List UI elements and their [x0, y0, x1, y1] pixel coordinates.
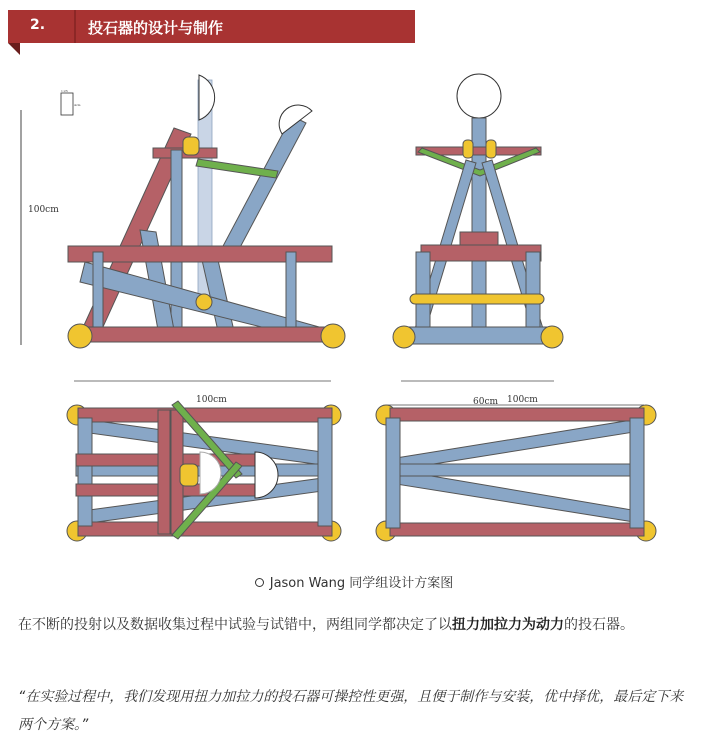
paragraph-bold-text: 扭力加拉力为动力	[452, 617, 564, 633]
bottom-view-width-label: 100cm	[507, 395, 538, 405]
figure-caption	[0, 572, 708, 591]
catapult-design-drawings	[0, 60, 708, 560]
bottom-view-drawing	[376, 405, 656, 541]
height-dimension-label: 100cm	[28, 205, 59, 215]
header-fold	[8, 43, 20, 55]
bottom-view-depth-label: 60cm	[473, 397, 499, 407]
paragraph-text-2: 的投石器。	[564, 617, 634, 633]
caption-bullet-icon	[255, 578, 264, 587]
header-divider	[74, 10, 76, 43]
top-view-width-label: 100cm	[196, 395, 227, 405]
side-view-drawing	[21, 75, 345, 381]
top-view-drawing	[67, 401, 341, 541]
section-header	[8, 10, 415, 43]
front-view-drawing	[393, 74, 563, 381]
paragraph-text-1: 在不断的投射以及数据收集过程中试验与试错中，两组同学都决定了以	[18, 617, 452, 633]
section-number: 2.	[30, 17, 46, 33]
body-paragraph	[18, 612, 690, 639]
caption-text: Jason Wang 同学组设计方案图	[269, 576, 454, 591]
scale-icon-label-top: 1:25	[61, 89, 68, 93]
scale-icon-label-side: 4cm	[74, 103, 81, 107]
section-title: 投石器的设计与制作	[88, 19, 224, 37]
quote-paragraph: “在实验过程中，我们发现用扭力加拉力的投石器可操控性更强，且便于制作与安装，优中择优，最后定下来两个方案。”	[18, 689, 684, 733]
